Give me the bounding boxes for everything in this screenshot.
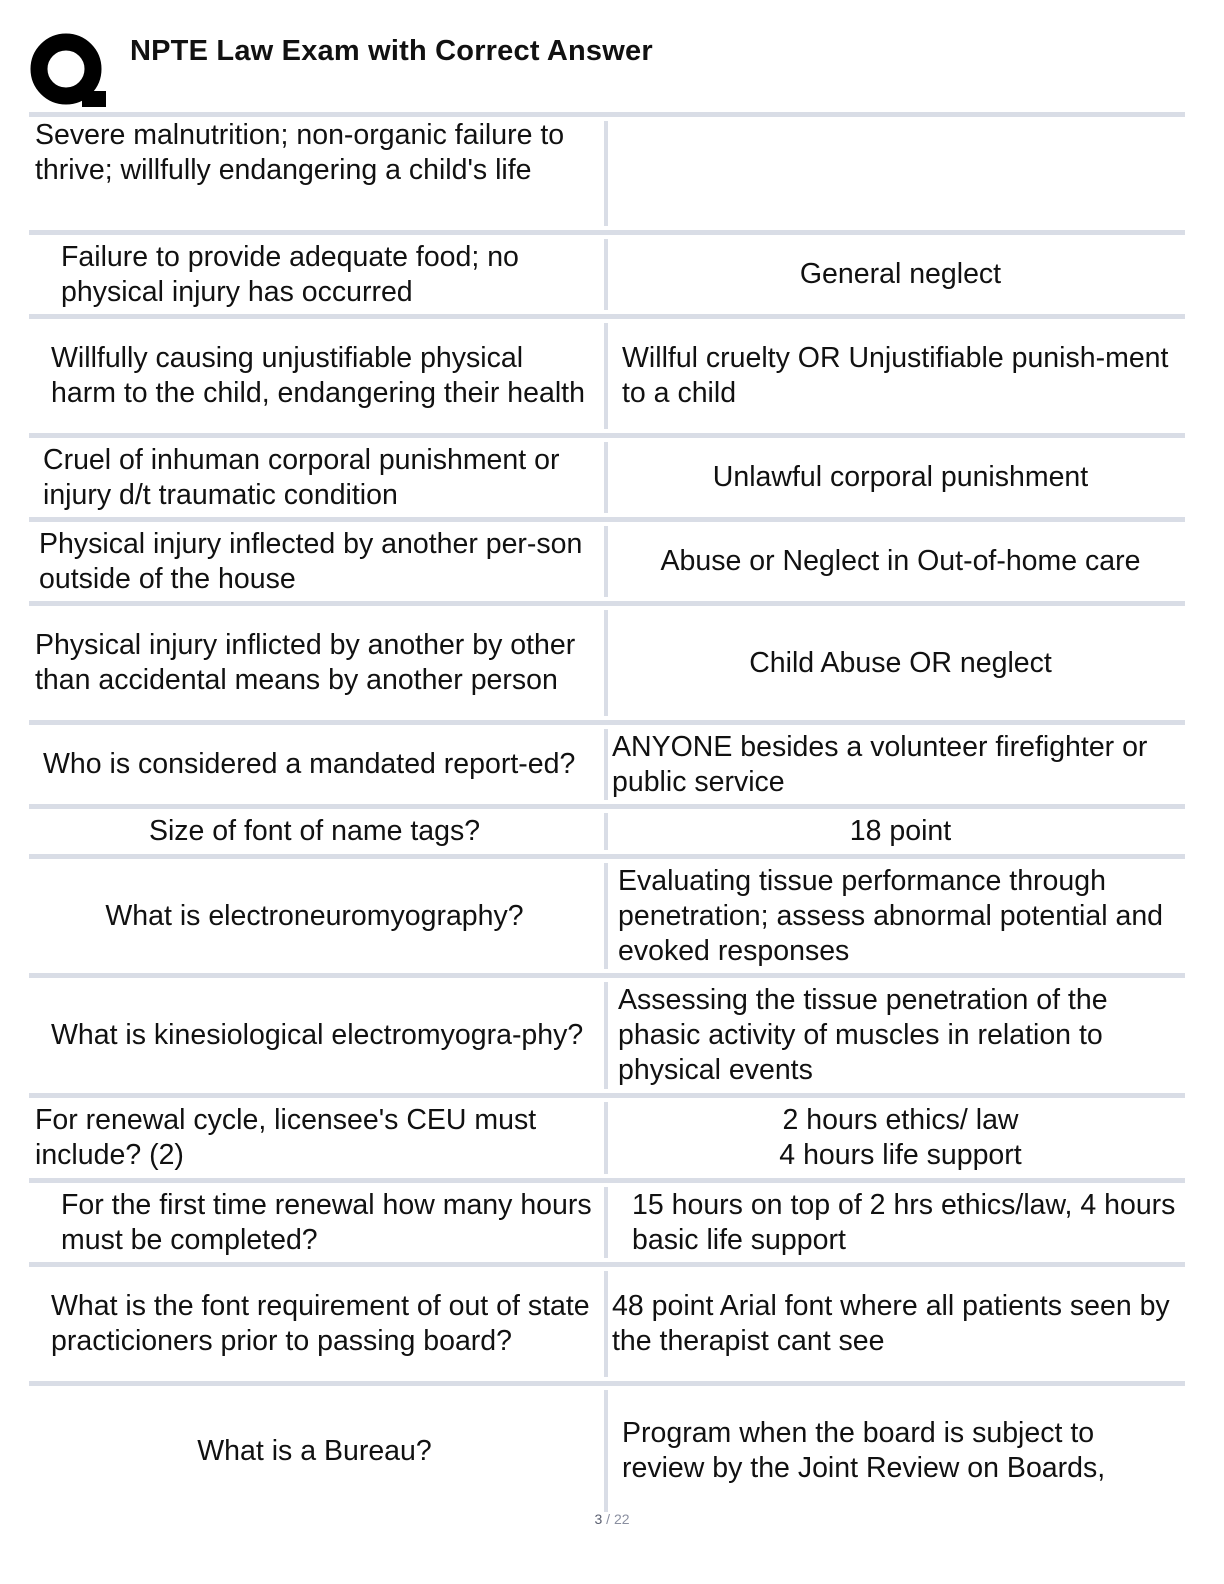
table-row (29, 1262, 1185, 1381)
table-row (29, 854, 1185, 973)
question-cell: For renewal cycle, licensee's CEU must include? (2) (35, 1104, 537, 1171)
total-pages-number: 22 (613, 1511, 630, 1527)
table-row (29, 230, 1185, 314)
table-row (29, 314, 1185, 433)
answer-cell: Willful cruelty OR Unjustifiable punish-ment to a child (622, 342, 1169, 409)
document-title: NPTE Law Exam with Correct Answer (130, 35, 653, 67)
answer-cell: Abuse or Neglect in Out-of-home care (660, 545, 1141, 577)
answer-cell: 18 point (849, 815, 952, 847)
answer-cell: 15 hours on top of 2 hrs ethics/law, 4 hours basic life support (632, 1188, 1176, 1256)
answer-cell: Program when the board is subject to review by the Joint Review on Boards, (622, 1417, 1106, 1484)
question-cell: For the first time renewal how many hours must be completed? (61, 1188, 592, 1256)
question-cell: Size of font of name tags? (148, 815, 481, 847)
answer-cell: Assessing the tissue penetration of the phasic activity of muscles in relation to physical events (618, 984, 1108, 1086)
question-cell: Who is considered a mandated report-ed? (43, 748, 576, 780)
table-row (29, 1381, 1185, 1516)
page-indicator (0, 1511, 1224, 1527)
question-cell: Physical injury inflected by another per-son outside of the house (39, 527, 583, 595)
qa-table (29, 112, 1185, 1516)
question-cell: What is a Bureau? (197, 1434, 432, 1467)
answer-cell: Child Abuse OR neglect (749, 646, 1052, 679)
table-row (29, 433, 1185, 517)
table-row (29, 973, 1185, 1093)
table-row (29, 517, 1185, 601)
answer-cell: Unlawful corporal punishment (712, 461, 1089, 493)
answer-cell: 2 hours ethics/ law 4 hours life support (779, 1104, 1022, 1171)
answer-cell: General neglect (799, 258, 1002, 290)
table-row (29, 601, 1185, 720)
answer-cell (608, 117, 1185, 230)
q-logo-icon (30, 33, 106, 107)
answer-cell: Evaluating tissue performance through penetration; assess abnormal potential and evoked responses (618, 864, 1164, 967)
question-cell: What is the font requirement of out of state practicioners prior to passing board? (51, 1290, 590, 1357)
question-cell: Severe malnutrition; non-organic failure to thrive; willfully endangering a child's life (35, 119, 565, 186)
table-row (29, 720, 1185, 804)
question-cell: Willfully causing unjustifiable physical harm to the child, endangering their health (51, 342, 585, 409)
answer-cell: ANYONE besides a volunteer firefighter or public service (612, 730, 1148, 798)
question-cell: Failure to provide adequate food; no physical injury has occurred (61, 240, 519, 308)
table-row (29, 804, 1185, 854)
question-cell: What is kinesiological electromyogra-phy? (51, 1019, 584, 1051)
current-page-number: 3 (594, 1511, 603, 1527)
answer-cell: 48 point Arial font where all patients seen by the therapist cant see (612, 1290, 1170, 1357)
question-cell: Cruel of inhuman corporal punishment or injury d/t traumatic condition (43, 443, 560, 511)
question-cell: Physical injury inflicted by another by other than accidental means by another person (35, 629, 576, 696)
table-row (29, 1178, 1185, 1262)
table-row (29, 112, 1185, 230)
question-cell: What is electroneuromyography? (105, 899, 524, 932)
page-separator: / (602, 1511, 614, 1527)
table-row (29, 1093, 1185, 1178)
